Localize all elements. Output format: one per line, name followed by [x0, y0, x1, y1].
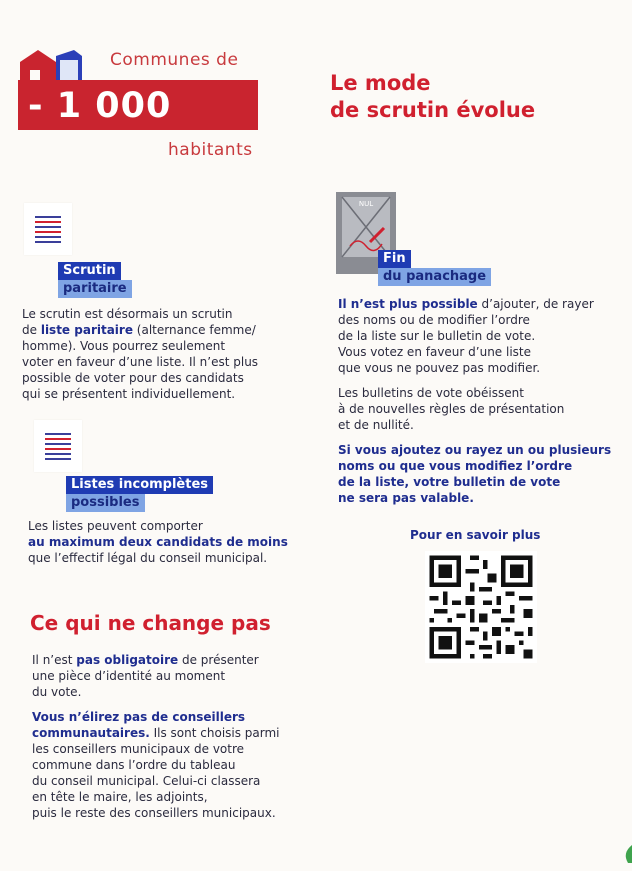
habitants-label: habitants	[168, 140, 253, 160]
leaf-icon	[622, 845, 632, 863]
tag-listes-incompletes: Listes incomplètes possibles	[66, 476, 213, 512]
main-title: Le mode de scrutin évolue	[330, 71, 536, 122]
document-icon	[34, 420, 82, 472]
fin-panachage-text: Il n’est plus possible d’ajouter, de rayer des noms ou de modifier l’ordre de la liste sur le bulletin de vote. Vous votez en faveur d’une liste que vous ne pouvez pas modifier. Les bulletins de vote obéissent à de nouvelles règles de présentation et de nullité. Si vous ajoutez ou rayez un ou plusieurs noms ou que vous modifiez l’ordre de la liste, votre bulletin de vote ne sera pas valable.	[338, 297, 612, 505]
section-title-unchanged: Ce qui ne change pas	[30, 611, 271, 635]
unchanged-text: Il n’est pas obligatoire de présenter une pièce d’identité au moment du vote. Vous n’élirez pas de conseillers communautaires. Ils sont choisis parmi les conseillers municipaux de votre commune dans l’ordre du tableau du conseil municipal. Celui-ci classera en tête le maire, les adjoints, puis le reste des conseillers municipaux.	[32, 653, 280, 820]
document-icon	[24, 203, 72, 255]
null-ballot-label: NUL	[358, 200, 374, 208]
scrutin-paritaire-text: Le scrutin est désormais un scrutin de liste paritaire (alternance femme/ homme). Vous pourrez seulement voter en faveur d’une liste. Il n’est plus possible de voter pour des candidats qui se présentent individuellement.	[22, 307, 259, 401]
listes-incompletes-text: Les listes peuvent comporter au maximum deux candidats de moins que l’effectif légal du conseil municipal.	[28, 519, 288, 565]
population-threshold: - 1 000	[28, 86, 172, 126]
tag-fin-panachage: Fin du panachage	[378, 250, 491, 286]
qr-code[interactable]	[425, 551, 537, 663]
tag-scrutin-paritaire: Scrutin paritaire	[58, 262, 132, 298]
communes-label: Communes de	[110, 50, 239, 70]
more-info-label: Pour en savoir plus	[410, 528, 541, 542]
